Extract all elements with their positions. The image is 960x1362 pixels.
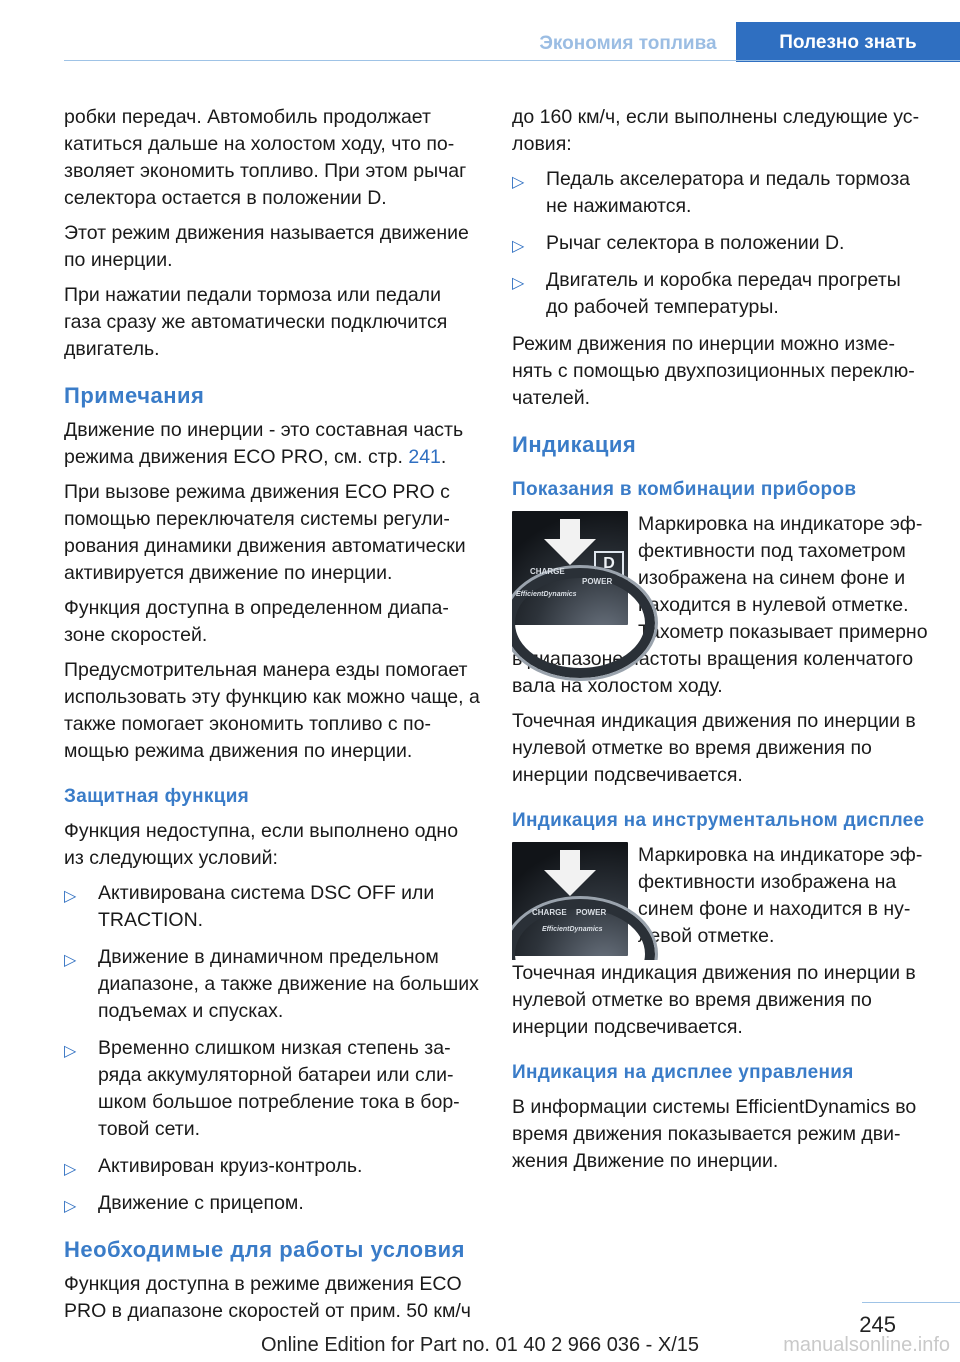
triangle-right-icon: ▷: [64, 1161, 77, 1178]
heading-instrument: Индикация на инструментальном дисплее: [512, 810, 925, 831]
page-link[interactable]: 241: [408, 446, 441, 468]
list-item: ▷ Движение с прицепом.: [64, 1190, 480, 1217]
triangle-right-icon: ▷: [64, 1043, 77, 1060]
charge-label: CHARGE: [530, 567, 565, 576]
heading-conditions: Необходимые для работы условия: [64, 1237, 465, 1262]
paragraph: Предусмотрительная манера езды помогает использовать эту функцию как можно чаще, а также помогает экономить топливо с помощью режима движения по инерции.: [64, 659, 480, 762]
tab-useful-info[interactable]: Полезно знать: [736, 22, 960, 62]
watermark: manualsonline.info: [783, 1334, 950, 1356]
heading-control-display: Индикация на дисплее управления: [512, 1062, 854, 1083]
combi-section: [512, 511, 928, 708]
efficientdynamics-label: EfficientDynamics: [516, 591, 577, 598]
paragraph: При вызове режима движения ECO PRO с помощью переключателя системы регулирования динамики движения автоматически активируется движение по инерции.: [64, 481, 466, 584]
right-column: [512, 104, 928, 1183]
triangle-right-icon: ▷: [64, 1198, 77, 1215]
paragraph: Режим движения по инерции можно изменять с помощью двухпозиционных переключателей.: [512, 333, 915, 409]
heading-notes: Примечания: [64, 383, 205, 408]
paragraph: Функция доступна в режиме движения ECO PRO в диапазоне скоростей от прим. 50 км/ч: [64, 1273, 471, 1322]
triangle-right-icon: ▷: [512, 238, 525, 255]
down-arrow-icon: [542, 519, 598, 565]
instrument-display-image: [512, 842, 628, 956]
list-item: ▷ Движение в динамичном предельном диапазоне, а также движение на больших подъемах и спусках.: [64, 946, 479, 1022]
page-number: 245: [859, 1312, 896, 1337]
paragraph: до 160 км/ч, если выполнены следующие условия:: [512, 106, 920, 155]
gear-d-indicator: D: [594, 551, 624, 577]
heading-combi: Показания в комбинации приборов: [512, 479, 857, 500]
triangle-right-icon: ▷: [512, 275, 525, 292]
paragraph: Точечная индикация движения по инерции в нулевой отметке во время движения по инерции подсвечивается.: [512, 962, 916, 1038]
tab-fuel-economy[interactable]: Экономия топлива: [539, 33, 717, 54]
paragraph: Точечная индикация движения по инерции в нулевой отметке во время движения по инерции подсвечивается.: [512, 710, 916, 786]
heading-protect: Защитная функция: [64, 786, 250, 807]
edition-text: Online Edition for Part no. 01 40 2 966 036 - X/15: [260, 1334, 700, 1356]
triangle-right-icon: ▷: [64, 888, 77, 905]
instrument-section: [512, 842, 928, 960]
list-item: ▷ Рычаг селектора в положении D.: [512, 230, 928, 257]
paragraph: [64, 417, 480, 471]
list-item: ▷ Педаль акселератора и педаль тормоза не нажимаются.: [512, 168, 910, 217]
paragraph: В информации системы EfficientDynamics во время движения показывается режим движения Движение по инерции.: [512, 1096, 917, 1172]
efficientdynamics-label: EfficientDynamics: [542, 926, 603, 933]
list-item: ▷ Двигатель и коробка передач прогреты до рабочей температуры.: [512, 269, 901, 318]
conditions-list: [64, 880, 480, 1217]
text: .: [440, 446, 447, 468]
list-item: ▷ Активирован круиз-контроль.: [64, 1153, 480, 1180]
list-item: ▷ Активирована система DSC OFF или TRACTION.: [64, 882, 435, 931]
paragraph: Маркировка на индикаторе эффективности изображена на синем фоне и находится в нулевой отметке.: [638, 844, 923, 947]
footer-divider: [862, 1302, 960, 1303]
heading-indication: Индикация: [512, 432, 637, 457]
paragraph: При нажатии педали тормоза или педали газа сразу же автоматически подключится двигатель.: [64, 284, 448, 360]
power-label: POWER: [582, 577, 613, 586]
header-divider: [64, 60, 960, 61]
paragraph: Маркировка на индикаторе эффективности под тахометром изображена на синем фоне и находится в нулевой отметке. Тахометр показывает примерно в диапазоне частоты вращения коленчатого вала на холостом ходу.: [512, 513, 928, 697]
text: Движение по инерции - это составная часть режима движения ECO PRO, см. стр.: [64, 419, 464, 468]
down-arrow-icon: [542, 850, 598, 896]
paragraph: робки передач. Автомобиль продолжает катиться дальше на холостом ходу, что позволяет экономить топливо. При этом рычаг селектора остается в положении D.: [64, 106, 467, 209]
requirements-list: [512, 166, 928, 321]
left-column: [64, 104, 480, 1333]
paragraph: Функция недоступна, если выполнено одно из следующих условий:: [64, 820, 459, 869]
efficiency-indicator-image: [512, 511, 628, 625]
triangle-right-icon: ▷: [512, 174, 525, 191]
triangle-right-icon: ▷: [64, 952, 77, 969]
list-item: ▷ Временно слишком низкая степень заряда аккумуляторной батареи или слишком большое потребление тока в бортовой сети.: [64, 1037, 460, 1140]
paragraph: Функция доступна в определенном диапазоне скоростей.: [64, 597, 449, 646]
charge-label: CHARGE: [532, 908, 567, 917]
footer: [0, 1334, 960, 1357]
paragraph: Этот режим движения называется движение по инерции.: [64, 222, 469, 271]
power-label: POWER: [576, 908, 607, 917]
